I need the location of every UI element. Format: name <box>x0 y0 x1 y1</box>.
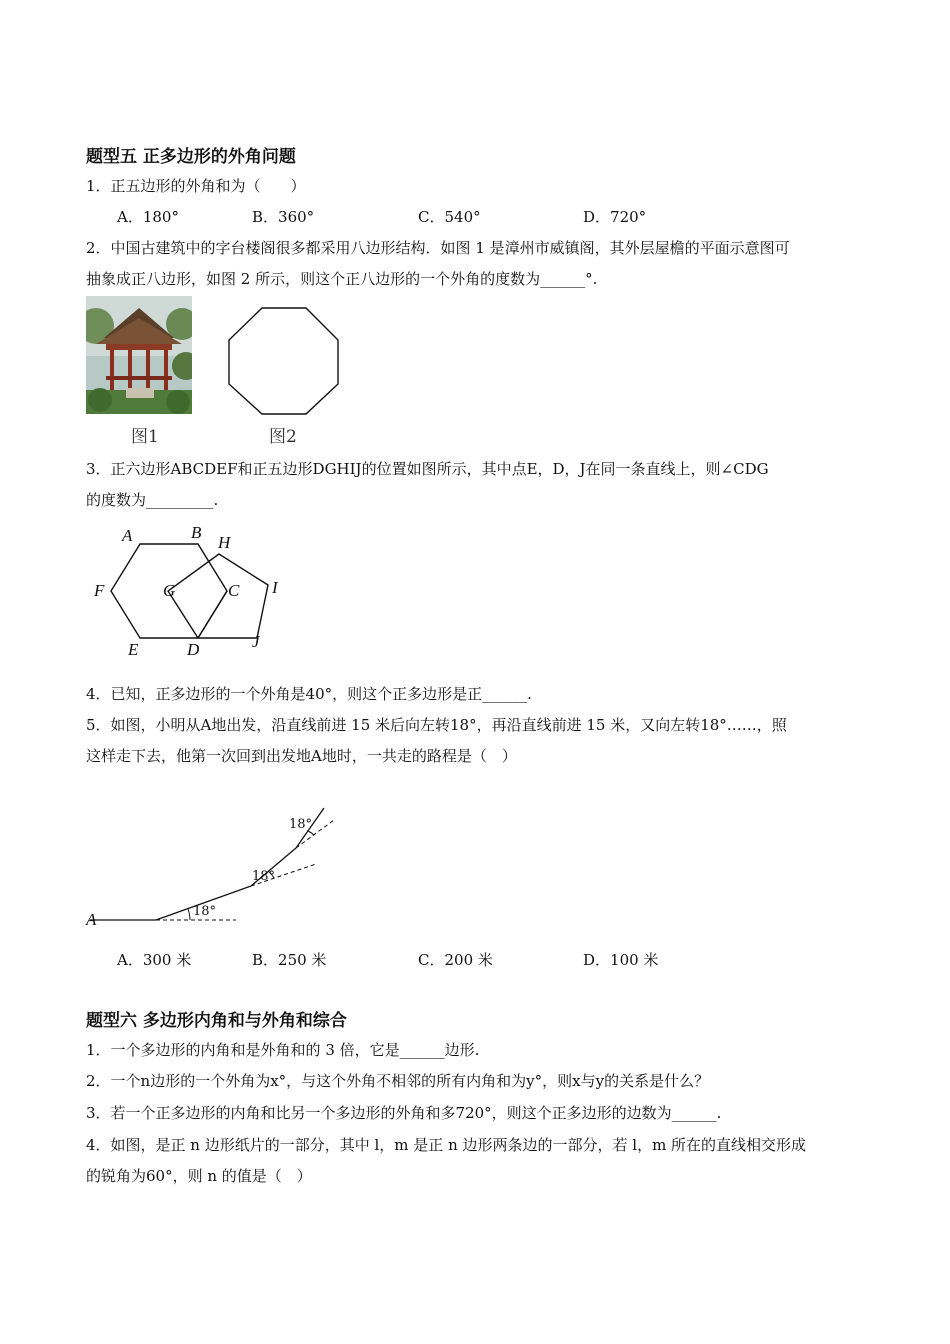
option-d: D．720° <box>583 208 647 226</box>
option-c: C．540° <box>418 208 481 226</box>
angle-label-3: 18° <box>289 817 313 832</box>
q5-option-c: C．200 米 <box>418 951 493 969</box>
pavilion-photo <box>86 296 192 414</box>
question-5-line-1: 5．如图，小明从A地出发，沿直线前进 15 米后向左转18°，再沿直线前进 15 米，又向左转18°……，照 <box>86 716 787 734</box>
label-c: C <box>228 581 240 600</box>
question-4-text: 4．已知，正多边形的一个外角是40°，则这个正多边形是正______. <box>86 685 532 703</box>
label-j: J <box>252 632 260 651</box>
label-b: B <box>191 523 202 542</box>
figure-2-caption: 图2 <box>269 427 297 447</box>
figure-1-caption: 图1 <box>131 427 159 447</box>
option-a: A．180° <box>117 208 179 226</box>
label-h: H <box>218 533 231 552</box>
label-a: A <box>122 526 133 545</box>
question-5-line-2: 这样走下去，他第一次回到出发地A地时，一共走的路程是（ ） <box>86 747 517 765</box>
s6-question-1: 1．一个多边形的内角和是外角和的 3 倍，它是______边形. <box>86 1041 480 1059</box>
section-heading-5: 题型五 正多边形的外角问题 <box>86 147 296 167</box>
s6-question-3: 3．若一个正多边形的内角和比另一个多边形的外角和多720°，则这个正多边形的边数为______. <box>86 1104 722 1122</box>
q5-option-b: B．250 米 <box>252 951 327 969</box>
question-2-line-2: 抽象成正八边形，如图 2 所示，则这个正八边形的一个外角的度数为______°. <box>86 270 598 288</box>
question-2-line-1: 2．中国古建筑中的字台楼阁很多都采用八边形结构．如图 1 是漳州市威镇阁，其外层屋檐的平面示意图可 <box>86 239 790 257</box>
hexagon-pentagon-figure <box>86 520 296 662</box>
question-3-line-2: 的度数为_________. <box>86 491 219 509</box>
label-f: F <box>94 581 105 600</box>
q5-option-a: A．300 米 <box>117 951 192 969</box>
s6-question-4-line-2: 的锐角为60°，则 n 的值是（ ） <box>86 1167 312 1185</box>
label-e: E <box>128 640 139 659</box>
q5-option-d: D．100 米 <box>583 951 659 969</box>
question-1-text: 1．正五边形的外角和为（ ） <box>86 177 306 195</box>
angle-label-1: 18° <box>193 904 217 919</box>
angle-label-2: 18° <box>252 869 276 884</box>
label-g: G <box>163 581 176 600</box>
s6-question-4-line-1: 4．如图，是正 n 边形纸片的一部分，其中 l，m 是正 n 边形两条边的一部分，若 l，m 所在的直线相交形成 <box>86 1136 807 1154</box>
label-d: D <box>187 640 200 659</box>
start-point-label: A <box>86 910 97 929</box>
octagon-figure <box>226 305 342 417</box>
section-heading-6: 题型六 多边形内角和与外角和综合 <box>86 1011 347 1031</box>
question-3-line-1: 3．正六边形ABCDEF和正五边形DGHIJ的位置如图所示，其中点E，D，J在同一条直线上，则∠CDG <box>86 460 769 478</box>
label-i: I <box>272 578 278 597</box>
walking-path-figure <box>86 800 336 930</box>
option-b: B．360° <box>252 208 315 226</box>
s6-question-2: 2．一个n边形的一个外角为x°，与这个外角不相邻的所有内角和为y°，则x与y的关系是什么？ <box>86 1072 710 1090</box>
